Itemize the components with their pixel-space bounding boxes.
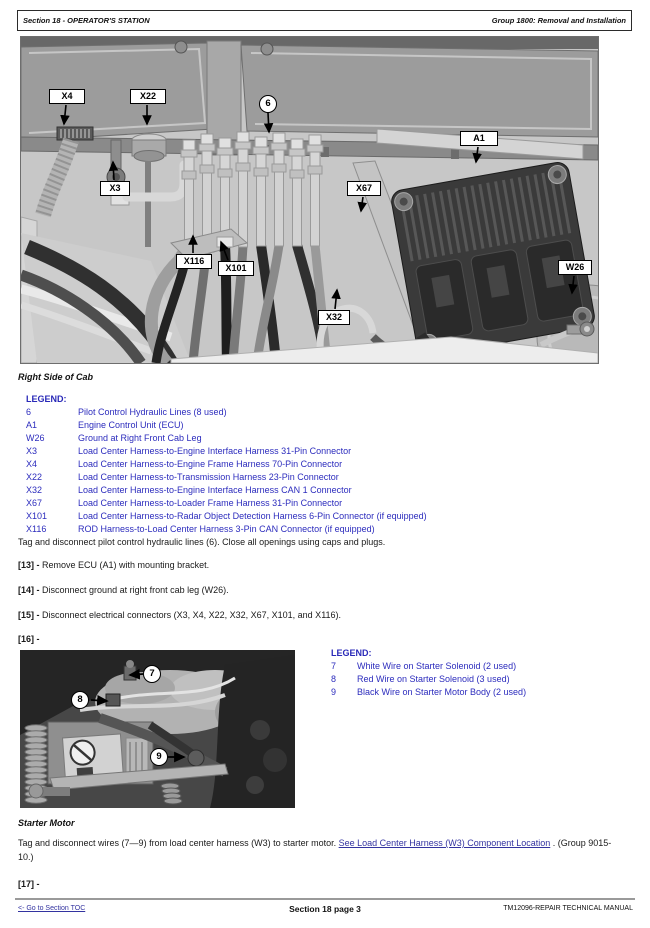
step-15: [15] - Disconnect electrical connectors (X3, X4, X22, X32, X67, X101, and X116). (18, 610, 342, 620)
legend-row: X4 Load Center Harness-to-Engine Frame Harness 70-Pin Connector (26, 459, 343, 469)
callout-x101: X101 (218, 261, 254, 276)
step-16: [16] - (18, 634, 40, 644)
legend-row: X116 ROD Harness-to-Load Center Harness 3-Pin CAN Connector (if equipped) (26, 524, 375, 534)
component-location-link[interactable]: See Load Center Harness (W3) Component Location (338, 838, 551, 848)
step-13: [13] - Remove ECU (A1) with mounting bracket. (18, 560, 210, 570)
legend-row: X67 Load Center Harness-to-Loader Frame Harness 31-Pin Connector (26, 498, 343, 508)
step-14: [14] - Disconnect ground at right front cab leg (W26). (18, 585, 229, 595)
callout-x3: X3 (100, 181, 130, 196)
callout-w26: W26 (558, 260, 592, 275)
legend-row: 6 Pilot Control Hydraulic Lines (8 used) (26, 407, 227, 417)
callout-x22: X22 (130, 89, 166, 104)
legend-row: X3 Load Center Harness-to-Engine Interface Harness 31-Pin Connector (26, 446, 352, 456)
starter-paragraph: Tag and disconnect wires (7—9) from load center harness (W3) to starter motor. See Load Center Harness (W3) Component Location . (Group 9015-10.) (18, 838, 612, 862)
main-figure-art (21, 37, 598, 363)
callout-x4: X4 (49, 89, 85, 104)
callout-7: 7 (143, 665, 161, 683)
legend1-title: LEGEND: (26, 394, 67, 404)
legend2-title: LEGEND: (331, 648, 372, 658)
header-section-title: Section 18 - OPERATOR'S STATION (23, 16, 150, 25)
callout-a1: A1 (460, 131, 498, 146)
main-figure (20, 36, 599, 364)
starter-figure (20, 650, 295, 808)
legend-row: W26 Ground at Right Front Cab Leg (26, 433, 202, 443)
footer-divider (15, 898, 635, 900)
legend-row: 8 Red Wire on Starter Solenoid (3 used) (331, 674, 510, 684)
legend-row: X32 Load Center Harness-to-Engine Interface Harness CAN 1 Connector (26, 485, 352, 495)
footer-manual-id: TM12096-REPAIR TECHNICAL MANUAL (503, 905, 633, 912)
page-header (17, 10, 632, 31)
legend-row: A1 Engine Control Unit (ECU) (26, 420, 184, 430)
legend-right-side-of-cab (26, 393, 427, 536)
callout-9: 9 (150, 748, 168, 766)
callout-x116: X116 (176, 254, 212, 269)
callout-8: 8 (71, 691, 89, 709)
callout-x32: X32 (318, 310, 350, 325)
header-group-title: Group 1800: Removal and Installation (491, 16, 626, 25)
main-figure-caption: Right Side of Cab (18, 372, 93, 382)
legend-starter-motor (331, 647, 526, 699)
intro-paragraph: Tag and disconnect pilot control hydraulic lines (6). Close all openings using caps and plugs. (18, 537, 386, 547)
legend-row: X22 Load Center Harness-to-Transmission Harness 23-Pin Connector (26, 472, 339, 482)
legend-row: 9 Black Wire on Starter Motor Body (2 used) (331, 687, 527, 697)
go-to-section-toc-link[interactable]: <- Go to Section TOC (18, 905, 86, 912)
legend-row: 7 White Wire on Starter Solenoid (2 used) (331, 661, 517, 671)
starter-figure-caption: Starter Motor (18, 818, 75, 828)
footer-page-number: Section 18 page 3 (289, 904, 361, 914)
step-17: [17] - (18, 879, 40, 889)
legend-row: X101 Load Center Harness-to-Radar Object Detection Harness 6-Pin Connector (if equipped) (26, 511, 427, 521)
callout-6: 6 (259, 95, 277, 113)
callout-x67: X67 (347, 181, 381, 196)
